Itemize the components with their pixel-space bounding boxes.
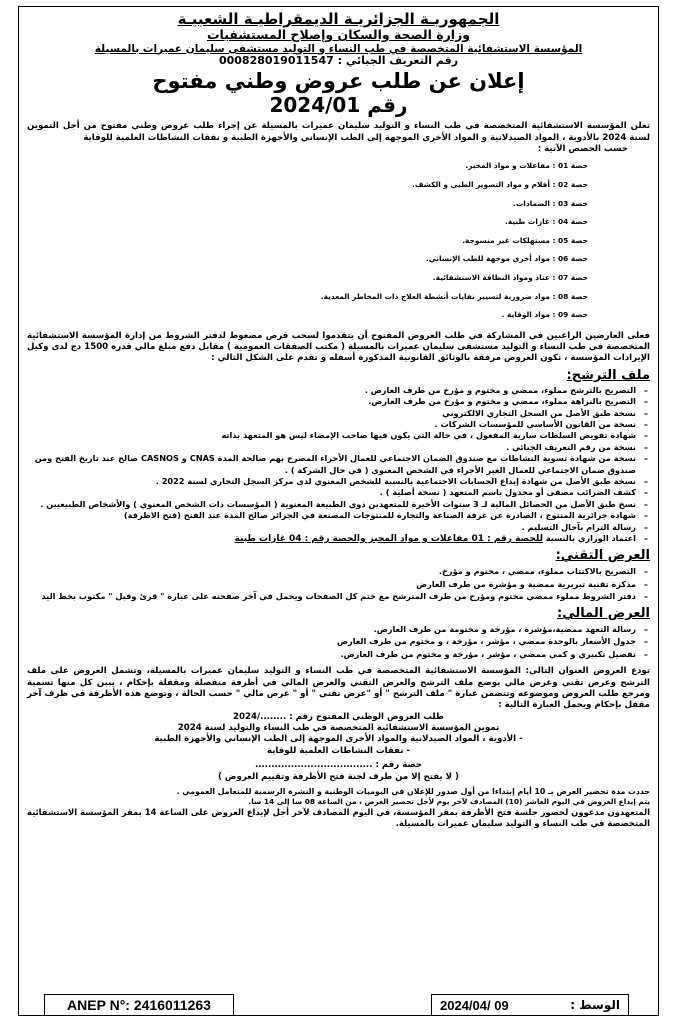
newspaper-name: الوسط : bbox=[570, 998, 620, 1012]
envelope-line: حصة رقم : .................................... bbox=[254, 760, 423, 771]
lot-item: حصة 08 : مواد ضرورية لتسيير نفايات أنشطة العلاج ذات المخاطر المعدية. – bbox=[27, 288, 588, 307]
candidature-list bbox=[27, 385, 650, 546]
republic-header: الجمهوريـة الجزائريـة الديمقراطيـة الشعبيـة bbox=[177, 10, 500, 28]
list-item: – نسخة من رقم التعريف الجبائي . bbox=[27, 442, 636, 453]
deadline-paragraph: حددت مدة تحضير العرض بـ 10 أيام إبتداءا من أول صدور للإعلان في اليوميات الوطنية و النشرة الرسمية للمتعامل العمومي . bbox=[176, 786, 650, 796]
technical-list bbox=[27, 565, 650, 603]
lot-item: حصة 02 : أفلام و مواد التصوير الطبي و الكشف. – bbox=[27, 176, 588, 195]
envelope-line: ( لا يفتح إلا من طرف لجنة فتح الأظرفة وتقييم العروض ) bbox=[218, 771, 459, 782]
anep-number: ANEP N°: 2416011263 bbox=[44, 994, 234, 1016]
list-item: – دفتر الشروط مملوء ممضي مختوم ومؤرخ من طرف المترشح مع ختم كل الصفحات ويحمل في آخر صفحته على عبارة " قرئ وقبل " مكتوب بخط اليد bbox=[27, 590, 636, 603]
list-item: – جدول الأسعار بالوحدة ممضي ، مؤشر ، مؤرخة ، و مختوم من طرف العارض bbox=[27, 635, 636, 648]
list-item: – رسالة التعهد ممضية،مؤشرة ، مؤرخة و مختومة من طرف العارض. bbox=[27, 623, 636, 636]
list-item bbox=[27, 533, 636, 545]
announcement-page bbox=[18, 6, 659, 1016]
submission-paragraph: تودع العروض العنوان التالي: المؤسسة الاستشفائية المتخصصة في طب النساء و التوليد سليمان عميرات بالمسيلة، وتشمل العروض على ملف الترشح وعرض تقني وعرض مالي يوضع ملف الترشح والعرض التقني والعرض المالي في أظرفة منفصلة ومقفلة بإحكام ، يبين كل منها تسمية ومرجع طلب العروض وموضوعه وتتضمن عبارة " ملف الترشح " أو "عرض تقني " أو " عرض مالي " حسب الحالة ، وتوضع هذه الأظرفة في ظرف آخر مقفل بإحكام ويحمل العبارة التالية : bbox=[27, 666, 650, 711]
lot-item: حصة 06 : مواد أخرى موجهة للطب الإنساني. – bbox=[27, 250, 588, 269]
announcement-title: إعلان عن طلب عروض وطني مفتوح bbox=[152, 69, 525, 94]
announcement-number: رقم 2024/01 bbox=[269, 93, 408, 118]
ministerial-approval-label: اعتماد الوزاري بالنسبة bbox=[545, 533, 636, 544]
lot-item: حصة 07 : عتاد ومواد النظافة الاستشفائية. – bbox=[27, 269, 588, 288]
list-item: – التصريح بالنزاهة مملوء، ممضي و مختوم و مؤرخ من طرف العارض. bbox=[27, 396, 636, 407]
list-item: – نسخ طبق الأصل من الحصائل المالية لـ 3 سنوات الأخيرة للمتعهدين ذوي الطبيعة المعنوية ( المؤسسات ذات الشخص المعنوي ) والأشخاص الطبيعيين . bbox=[27, 499, 636, 510]
lot-item: حصة 01 : مفاعلات و مواد المخبر. – bbox=[27, 157, 588, 176]
list-item: – نسخة طبق الأصل من السجل التجاري الالكتروني bbox=[27, 408, 636, 419]
lot-item: حصة 03 : الضمادات. – bbox=[27, 195, 588, 214]
lots-list bbox=[27, 157, 650, 324]
financial-list bbox=[27, 623, 650, 661]
list-item: – تفصيل تكبيري و كمي ممضي ، مؤشر ، مؤرخة و مختوم من طرف العارض. bbox=[27, 648, 636, 661]
list-item: – شهادة تفويض السلطات سارية المفعول ، في حالة التي يكون فيها صاحب الإمضاء ليس هو المتعهد بذاته bbox=[27, 430, 636, 441]
lot-item: حصة 04 : غازات طبية. – bbox=[27, 213, 588, 232]
lot-note: للحصة رقم : 01 مفاعلات و مواد المخبر والحصة رقم : 04 غازات طبية bbox=[234, 534, 543, 545]
intro-paragraph: تعلن المؤسسة الاستشفائية المتخصصة في طب النساء و التوليد سليمان عميرات بالمسيلة عن إجراء طلب عروض وطني مفتوح من أجل التموين لسنة 2024 بالأدوية ، المواد الصيدلانية و المواد الأخرى الموجهة إلى الطب الإنساني والأجهزة الطبية و نفقات النشاطات العلمية للوقاية bbox=[27, 121, 650, 143]
envelope-label bbox=[27, 712, 650, 783]
footer bbox=[18, 994, 659, 1020]
list-item: – التصريح بالترشح مملوء، ممضي و مختوم و مؤرخ من طرف العارض . bbox=[27, 385, 636, 396]
list-item: – رسالة التزام بآجال التسليم . bbox=[27, 522, 636, 533]
deposit-paragraph: يتم إيداع العروض في اليوم العاشر (10) المصادف لآخر يوم لأجل تحضير العرض ، من الساعة 08 سا إلى 14 سا. bbox=[248, 797, 650, 807]
list-item: – كشف الضرائب مصفى أو مجدول باسم المتعهد ( نسخة أصلية ) . bbox=[27, 487, 636, 498]
lots-heading: حسب الحصص الآتية : bbox=[537, 144, 628, 155]
list-item: – نسخة من القانون الأساسي للمؤسسات الشركات . bbox=[27, 419, 636, 430]
technical-title: العرض التقني: bbox=[555, 548, 650, 564]
publication-date: 2024/04/ 09 bbox=[440, 997, 509, 1013]
tax-id: رقم التعريف الجبائي : 000828019011547 bbox=[218, 53, 459, 67]
lot-item: حصة 09 : مواد الوقاية . – bbox=[27, 306, 588, 325]
envelope-line: - الأدوية ، المواد الصيدلانية والمواد الأخرى الموجهة إلى الطب الإنساني والأجهزة الطبية bbox=[154, 734, 523, 745]
list-item: – نسخة طبق الأصل من شهادة إيداع الحسابات الاجتماعية بالنسبة للشخص المعنوي لدى مركز السجل التجاري لسنة 2022 . bbox=[27, 476, 636, 487]
invitation-paragraph: فعلى العارضين الراغبين في المشاركة في طلب العروض المفتوح أن يتقدموا لسحب قرص مضغوط لدفتر الشروط من إدارة المؤسسة الاستشفائية المتخصصة في طب النساء و التوليد مستشفى سليمان عميرات بالمسيلة ( مكتب الصفقات العمومية ) مقابل دفع مبلغ مالي قدره 1500 دج لدى وكيل الإيرادات المؤسسة ، تكون العروض مرفقة بالوثائق القانونية المذكورة أسفله و تقدم على الشكل التالي : bbox=[27, 330, 650, 364]
list-item: – شهادة جزائرية المنتوج ، الصادرة عن غرفة الصناعة والتجارة للمنتوجات المصنعة في الجزائر صالح المدة عند الفتح (فتح الاظرفة) bbox=[27, 510, 636, 521]
envelope-line: تموين المؤسسة الاستشفائية المتخصصة في طب النساء والتوليد لسنة 2024 bbox=[177, 723, 500, 734]
candidature-title: ملف الترشح: bbox=[566, 367, 650, 383]
list-item: – التصريح بالاكتتاب مملوء، ممضي ، مختوم و مؤرخ. bbox=[27, 565, 636, 578]
institution-header: المؤسسة الاستشفائية المتخصصة في طب النساء و التوليد مستشفى سليمان عميرات بالمسيلة bbox=[94, 42, 583, 55]
opening-paragraph: المتعهدون مدعوون لحضور جلسة فتح الأظرفة بمقر المؤسسة، في اليوم المصادف لآخر أجل لإيداع العروض على الساعة 14 بمقر المؤسسة الاستشفائية المتخصصة في طب النساء و التوليد سليمان عميرات بالمسيلة. bbox=[27, 806, 651, 828]
ministry-header: وزارة الصحة والسكان وإصلاح المستشفيات bbox=[206, 27, 471, 43]
lot-item: حصة 05 : مستهلكات غير منسوجة. – bbox=[27, 232, 588, 251]
envelope-line: - نفقات النشاطات العلمية للوقاية bbox=[266, 745, 411, 756]
list-item: – نسخة من شهادة تسوية النشاطات مع صندوق الضمان الاجتماعي للعمال الأجراء المصرح بهم صالحة المدة CNAS و CASNOS صالح عند تاريخ الفتح ومن صندوق ضمان الاجتماعي للعمال الغير الأجراء في الشخص المعنوي ( في حال الشركة ) . bbox=[27, 453, 636, 476]
list-item: – مذكرة تقنية تبريرية ممضية و مؤشرة من طرف العارض bbox=[27, 578, 636, 591]
publication-box bbox=[431, 994, 629, 1016]
envelope-line: طلب العروض الوطني المفتوح رقم : ......../2024 bbox=[233, 711, 444, 722]
financial-title: العرض المالي: bbox=[557, 605, 650, 621]
